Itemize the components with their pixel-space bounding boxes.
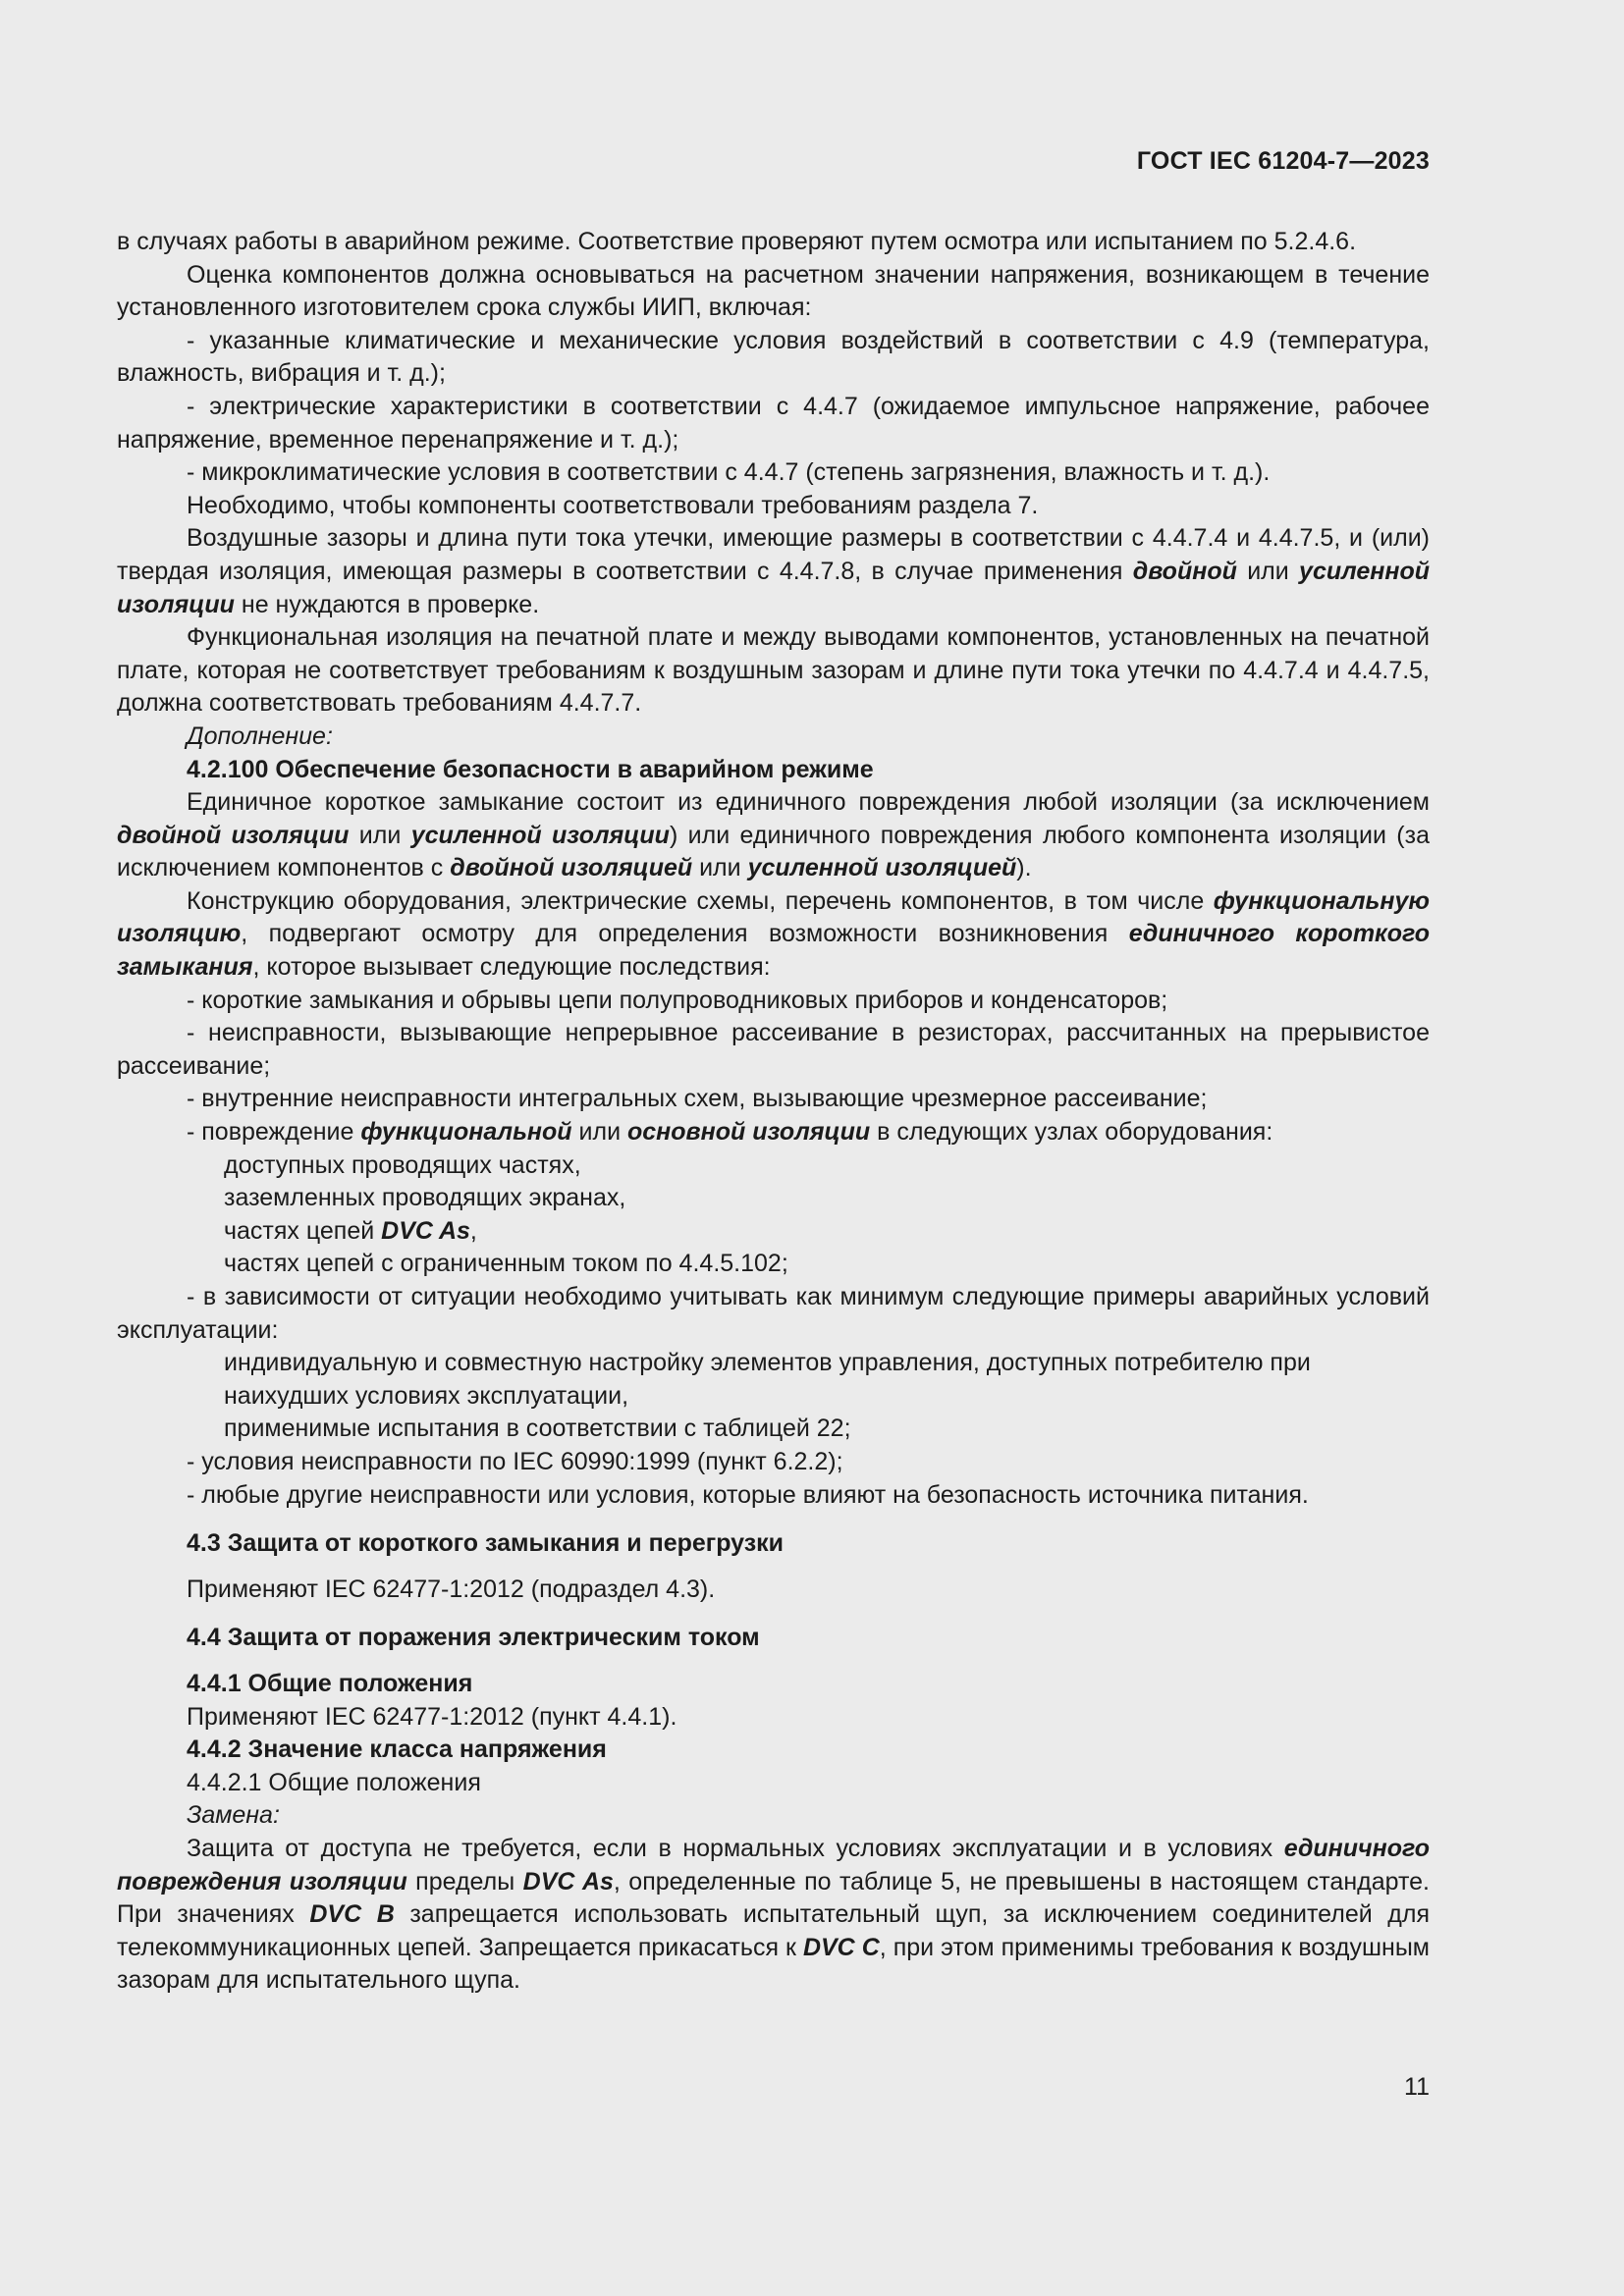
- term-emphasis: двойной: [1132, 557, 1237, 585]
- list-item: - условия неисправности по IEC 60990:1999 (пункт 6.2.2);: [187, 1447, 843, 1475]
- text-run: , при этом применимы требования к воздушным зазорам для испытательного щупа.: [117, 1933, 1430, 1995]
- term-emphasis: функциональной: [360, 1118, 572, 1147]
- sub-list-item: доступных проводящих частях,: [224, 1150, 581, 1179]
- sub-list-item: индивидуальную и совместную настройку элементов управления, доступных потребителю при наихудших условиях эксплуатации,: [224, 1349, 1311, 1410]
- replacement-text: Замена:: [187, 1801, 280, 1830]
- sub-list-item: [117, 1215, 1430, 1249]
- paragraph: 4.4.2.1 Общие положения: [187, 1768, 481, 1796]
- addition-label: [117, 721, 1430, 754]
- text-run: запрещается использовать испытательный щуп, за исключением соединителей для телекоммуникационных цепей. Запрещается прикасаться к: [117, 1900, 1430, 1961]
- term-emphasis: основной изоляции: [627, 1118, 871, 1147]
- section-heading: 4.3 Защита от короткого замыкания и перегрузки: [187, 1529, 785, 1558]
- subsection-heading: 4.4.2 Значение класса напряжения: [187, 1735, 607, 1764]
- list-item: - указанные климатические и механические условия воздействий в соответствии с 4.9 (температура, влажность, вибрация и т. д.);: [117, 326, 1430, 388]
- text-run: ,: [469, 1216, 477, 1245]
- text-run: Конструкцию оборудования, электрические схемы, перечень компонентов, в том числе: [187, 886, 1214, 915]
- page-number: 11: [1404, 2073, 1430, 2101]
- list-item: - короткие замыкания и обрывы цепи полупроводниковых приборов и конденсаторов;: [187, 986, 1168, 1014]
- paragraph: [117, 522, 1430, 621]
- list-item: - внутренние неисправности интегральных схем, вызывающие чрезмерное рассеивание;: [187, 1085, 1208, 1113]
- term-emphasis: единичного короткого замыкания: [117, 920, 1430, 982]
- text-run: , определенные по таблице 5, не превышены в настоящем стандарте. При значениях: [117, 1867, 1430, 1929]
- term-emphasis: DVC C: [802, 1933, 880, 1961]
- text-run: частях цепей: [224, 1216, 382, 1245]
- subsection-heading: 4.4.1 Общие положения: [187, 1669, 473, 1697]
- sub-list-item: частях цепей с ограниченным током по 4.4.5.102;: [224, 1250, 788, 1278]
- text-run: Воздушные зазоры и длина пути тока утечки, имеющие размеры в соответствии с 4.4.7.4 и 4.4.7.5, и (или) твердая изоляция, имеющая размеры в соответствии с 4.4.7.8, в случае применения: [117, 524, 1430, 585]
- paragraph: [117, 786, 1430, 885]
- term-emphasis: двойной изоляцией: [450, 854, 693, 882]
- text-run: Единичное короткое замыкание состоит из единичного повреждения любой изоляции (за исключением: [187, 788, 1430, 817]
- list-item: - любые другие неисправности или условия, которые влияют на безопасность источника питания.: [187, 1480, 1309, 1509]
- text-run: не нуждаются в проверке.: [234, 590, 540, 618]
- document-code-header: ГОСТ IEC 61204-7—2023: [1136, 147, 1430, 175]
- section-heading: 4.4 Защита от поражения электрическим током: [187, 1624, 760, 1652]
- text-run: ).: [1016, 854, 1032, 882]
- text-run: ) или единичного повреждения любого компонента изоляции (за исключением компонентов с: [117, 821, 1430, 882]
- term-emphasis: DVC B: [309, 1900, 395, 1929]
- text-run: или: [1236, 557, 1300, 585]
- paragraph: Оценка компонентов должна основываться на расчетном значении напряжения, возникающем в течение установленного изготовителем срока службы ИИП, включая:: [117, 260, 1430, 322]
- document-body: [117, 226, 1430, 1998]
- text-run: или: [571, 1118, 627, 1147]
- text-run: в следующих узлах оборудования:: [870, 1118, 1273, 1147]
- replacement-label: [117, 1799, 1430, 1833]
- term-emphasis: усиленной изоляции: [117, 557, 1430, 618]
- text-run: или: [692, 854, 748, 882]
- term-emphasis: функциональную изоляцию: [117, 886, 1430, 948]
- addition-text: Дополнение:: [187, 721, 333, 750]
- term-emphasis: единичного повреждения изоляции: [117, 1834, 1430, 1896]
- paragraph: Применяют IEC 62477-1:2012 (подраздел 4.3).: [187, 1575, 716, 1603]
- list-item: - микроклиматические условия в соответствии с 4.4.7 (степень загрязнения, влажность и т. д.).: [187, 458, 1271, 487]
- text-run: - повреждение: [187, 1118, 361, 1147]
- sub-list-item: применимые испытания в соответствии с таблицей 22;: [224, 1415, 851, 1443]
- paragraph: Применяют IEC 62477-1:2012 (пункт 4.4.1).: [187, 1702, 677, 1731]
- paragraph: в случаях работы в аварийном режиме. Соответствие проверяют путем осмотра или испытанием по 5.2.4.6.: [117, 228, 1357, 255]
- term-emphasis: усиленной изоляции: [410, 821, 670, 849]
- list-item: - неисправности, вызывающие непрерывное рассеивание в резисторах, рассчитанных на прерывистое рассеивание;: [117, 1019, 1430, 1080]
- section-heading: 4.2.100 Обеспечение безопасности в аварийном режиме: [187, 755, 874, 783]
- text-run: пределы: [406, 1867, 523, 1896]
- term-emphasis: DVC As: [381, 1216, 470, 1245]
- text-run: , подвергают осмотру для определения возможности возникновения: [241, 920, 1129, 948]
- term-emphasis: усиленной изоляцией: [747, 854, 1017, 882]
- paragraph: [117, 1833, 1430, 1998]
- text-run: или: [349, 821, 411, 849]
- paragraph: Функциональная изоляция на печатной плате и между выводами компонентов, установленных на печатной плате, которая не соответствует требованиям к воздушным зазорам и длине пути тока утечки по 4.4.7.4 и 4.4.7.5, должна соответствовать требованиям 4.4.7.7.: [117, 623, 1430, 718]
- paragraph: Необходимо, чтобы компоненты соответствовали требованиям раздела 7.: [187, 491, 1039, 519]
- list-item: - электрические характеристики в соответствии с 4.4.7 (ожидаемое импульсное напряжение, рабочее напряжение, временное перенапряжение и т. д.);: [117, 392, 1430, 454]
- text-run: Защита от доступа не требуется, если в нормальных условиях эксплуатации и в условиях: [187, 1834, 1284, 1862]
- text-run: , которое вызывает следующие последствия:: [252, 953, 771, 982]
- list-item: [117, 1116, 1430, 1149]
- list-item: - в зависимости от ситуации необходимо учитывать как минимум следующие примеры аварийных условий эксплуатации:: [117, 1283, 1430, 1344]
- sub-list-item: заземленных проводящих экранах,: [224, 1184, 626, 1212]
- paragraph: [117, 885, 1430, 985]
- term-emphasis: двойной изоляции: [117, 821, 350, 849]
- term-emphasis: DVC As: [522, 1867, 614, 1896]
